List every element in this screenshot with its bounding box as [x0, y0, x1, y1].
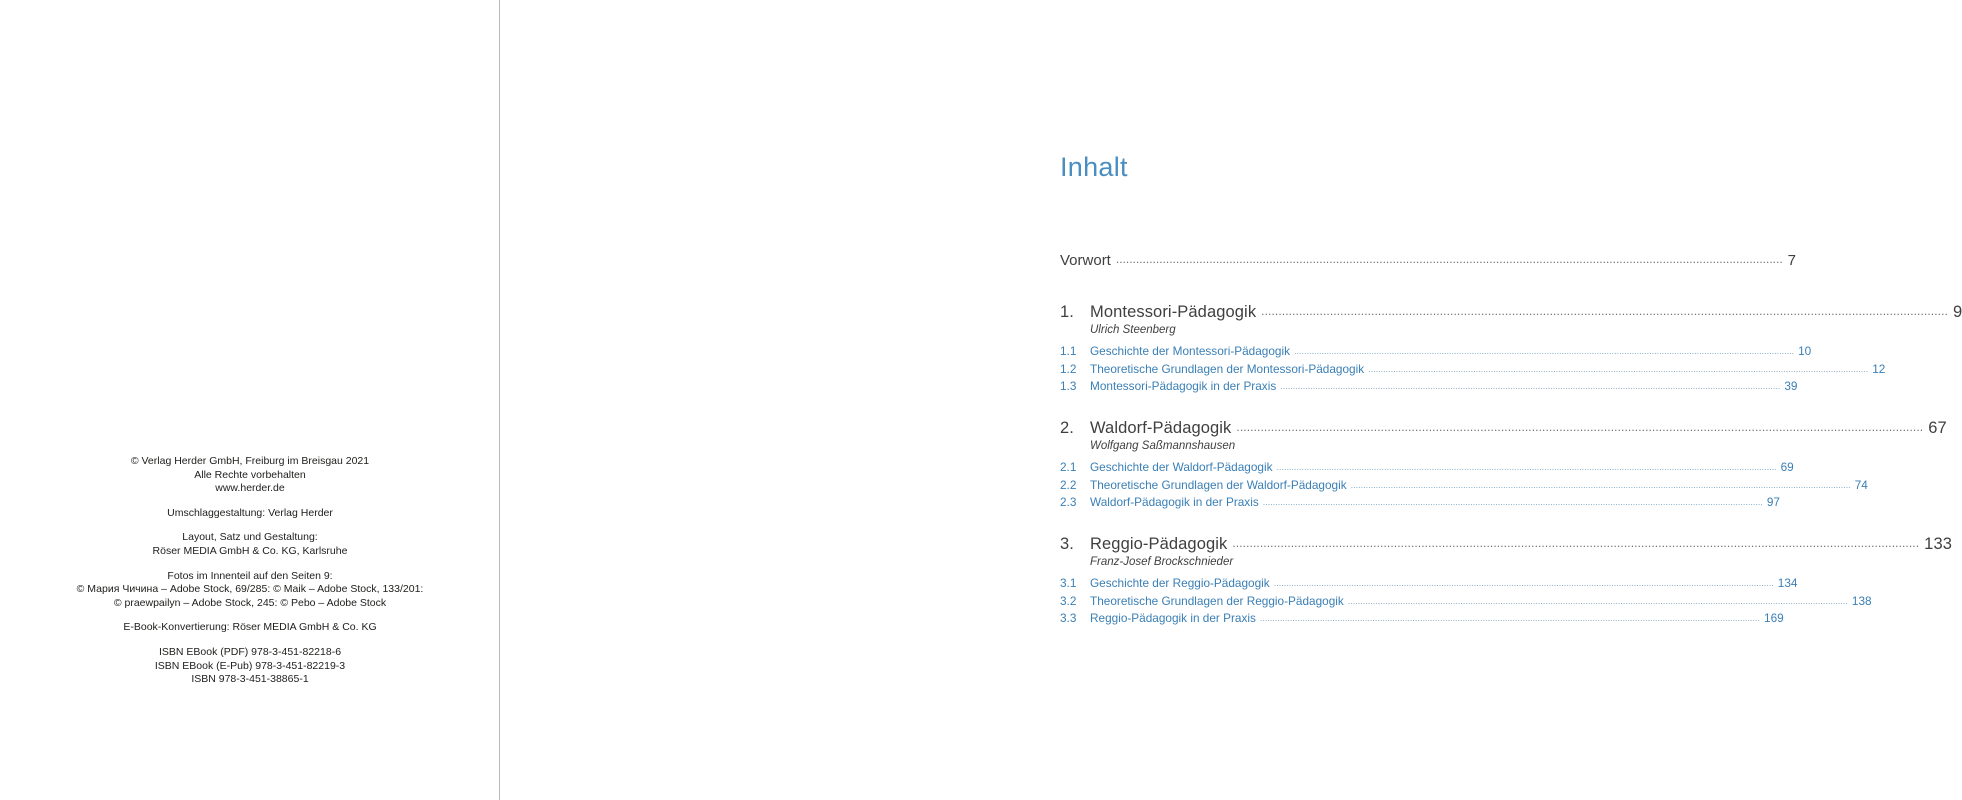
- dot-leader: ........................................................................................................................................................................................................: [1236, 420, 1924, 434]
- imprint-line: Alle Rechte vorbehalten: [194, 468, 306, 481]
- imprint-line: E-Book-Konvertierung: Röser MEDIA GmbH & Co. KG: [123, 621, 377, 634]
- dot-leader: ........................................................................................................................................................................................................: [1350, 479, 1851, 490]
- imprint-line: Umschlaggestaltung: Verlag Herder: [167, 506, 333, 519]
- toc-section-page: 12: [1872, 361, 1886, 376]
- dot-leader: ........................................................................................................................................................................................................: [1368, 363, 1869, 374]
- dot-leader: ........................................................................................................................................................................................................: [1261, 304, 1948, 318]
- toc-section-entry[interactable]: [1060, 379, 1798, 393]
- toc-entry-vorwort[interactable]: [1060, 252, 1796, 269]
- toc-section-page: 134: [1777, 576, 1798, 590]
- toc-chapter-number: 2.: [1060, 419, 1074, 437]
- toc-section-number: 1.2: [1060, 361, 1077, 376]
- toc-chapter-page: 9: [1952, 303, 1962, 321]
- dot-leader: ........................................................................................................................................................................................................: [1232, 536, 1920, 550]
- imprint-line: © praewpailyn – Adobe Stock, 245: © Pebo – Adobe Stock: [113, 596, 387, 609]
- imprint-line: ISBN EBook (E-Pub) 978-3-451-82219-3: [154, 659, 346, 672]
- toc-chapter-number: 3.: [1060, 535, 1074, 553]
- toc-section-number: 2.3: [1060, 495, 1077, 509]
- toc-chapter-block: [1060, 535, 1953, 625]
- toc-chapter-author: Ulrich Steenberg: [1090, 324, 1176, 336]
- toc-chapter-label: Montessori-Pädagogik: [1090, 303, 1257, 321]
- toc-section-page: 69: [1780, 460, 1794, 474]
- toc-section-label: Geschichte der Reggio-Pädagogik: [1090, 576, 1270, 590]
- imprint-block: [0, 455, 500, 687]
- toc-chapter-page: 67: [1928, 419, 1947, 437]
- page-title: Inhalt: [1060, 152, 1128, 182]
- toc-section-page: 97: [1766, 495, 1780, 509]
- toc-chapter-author: Franz-Josef Brockschnieder: [1090, 556, 1234, 568]
- toc-section-label: Theoretische Grundlagen der Waldorf-Pädagogik: [1090, 477, 1347, 492]
- toc-chapter-author: Wolfgang Saßmannshausen: [1090, 440, 1236, 452]
- dot-leader: ........................................................................................................................................................................................................: [1294, 346, 1795, 356]
- toc-chapter-number: 1.: [1060, 303, 1074, 321]
- toc-section-entry[interactable]: [1060, 611, 1784, 625]
- imprint-page: [0, 0, 500, 800]
- toc-section-label: Waldorf-Pädagogik in der Praxis: [1090, 495, 1259, 509]
- toc-chapter-list: [1060, 303, 1962, 625]
- toc-chapter-label: Reggio-Pädagogik: [1090, 535, 1228, 553]
- toc-section-number: 3.3: [1060, 611, 1077, 625]
- toc-entry-label: Vorwort: [1060, 252, 1111, 269]
- imprint-paragraph: [0, 621, 500, 635]
- imprint-paragraph: [0, 507, 500, 521]
- toc-section-number: 3.1: [1060, 576, 1077, 590]
- toc-section-page: 39: [1784, 379, 1798, 393]
- toc-section-page: 138: [1851, 593, 1872, 608]
- toc-section-number: 2.2: [1060, 477, 1077, 492]
- imprint-paragraph: [0, 531, 500, 558]
- toc-section-entry[interactable]: [1060, 361, 1886, 376]
- imprint-line: Röser MEDIA GmbH & Co. KG, Karlsruhe: [152, 544, 348, 557]
- toc-chapter-entry[interactable]: [1060, 303, 1962, 322]
- toc-section-number: 2.1: [1060, 460, 1077, 474]
- dot-leader: ........................................................................................................................................................................................................: [1347, 595, 1848, 606]
- table-of-contents: [1060, 252, 1962, 651]
- imprint-line: ISBN EBook (PDF) 978-3-451-82218-6: [158, 645, 342, 658]
- toc-section-entry[interactable]: [1060, 477, 1868, 492]
- imprint-line: Layout, Satz und Gestaltung:: [182, 531, 318, 544]
- dot-leader: ........................................................................................................................................................................................................: [1273, 578, 1774, 588]
- toc-section-label: Geschichte der Montessori-Pädagogik: [1090, 344, 1290, 358]
- toc-chapter-block: [1060, 303, 1962, 393]
- toc-section-page: 10: [1798, 344, 1812, 358]
- imprint-paragraph: [0, 570, 500, 611]
- toc-section-label: Theoretische Grundlagen der Montessori-Pädagogik: [1090, 361, 1365, 376]
- contents-page: [500, 0, 1962, 800]
- toc-entry-page: 7: [1787, 252, 1796, 269]
- imprint-line: © Мария Чичина – Adobe Stock, 69/285: © Maik – Adobe Stock, 133/201:: [76, 583, 424, 596]
- toc-section-label: Montessori-Pädagogik in der Praxis: [1090, 379, 1277, 393]
- toc-section-number: 1.3: [1060, 379, 1077, 393]
- dot-leader: ........................................................................................................................................................................................................: [1115, 252, 1783, 266]
- imprint-paragraph: [0, 646, 500, 687]
- dot-leader: ........................................................................................................................................................................................................: [1276, 462, 1777, 472]
- toc-section-entry[interactable]: [1060, 344, 1812, 358]
- imprint-paragraph: [0, 455, 500, 496]
- toc-chapter-entry[interactable]: [1060, 419, 1947, 438]
- dot-leader: ........................................................................................................................................................................................................: [1262, 497, 1763, 507]
- toc-section-number: 3.2: [1060, 593, 1077, 608]
- toc-chapter-entry[interactable]: [1060, 535, 1953, 554]
- toc-section-entry[interactable]: [1060, 460, 1794, 474]
- toc-chapter-label: Waldorf-Pädagogik: [1090, 419, 1232, 437]
- toc-chapter-page: 133: [1924, 535, 1953, 553]
- toc-section-entry[interactable]: [1060, 495, 1780, 509]
- dot-leader: ........................................................................................................................................................................................................: [1259, 613, 1761, 623]
- imprint-line: ISBN 978-3-451-38865-1: [191, 673, 309, 686]
- dot-leader: ........................................................................................................................................................................................................: [1280, 381, 1781, 391]
- toc-section-entry[interactable]: [1060, 593, 1872, 608]
- toc-section-label: Geschichte der Waldorf-Pädagogik: [1090, 460, 1273, 474]
- imprint-line: www.herder.de: [215, 482, 285, 495]
- toc-chapter-block: [1060, 419, 1947, 509]
- toc-section-label: Reggio-Pädagogik in der Praxis: [1090, 611, 1256, 625]
- imprint-line: Fotos im Innenteil auf den Seiten 9:: [167, 569, 333, 582]
- imprint-line: © Verlag Herder GmbH, Freiburg im Breisgau 2021: [130, 455, 370, 467]
- toc-section-entry[interactable]: [1060, 576, 1798, 590]
- toc-section-label: Theoretische Grundlagen der Reggio-Pädagogik: [1090, 593, 1344, 608]
- toc-section-page: 169: [1764, 611, 1784, 625]
- toc-section-number: 1.1: [1060, 344, 1077, 358]
- toc-section-page: 74: [1854, 477, 1868, 492]
